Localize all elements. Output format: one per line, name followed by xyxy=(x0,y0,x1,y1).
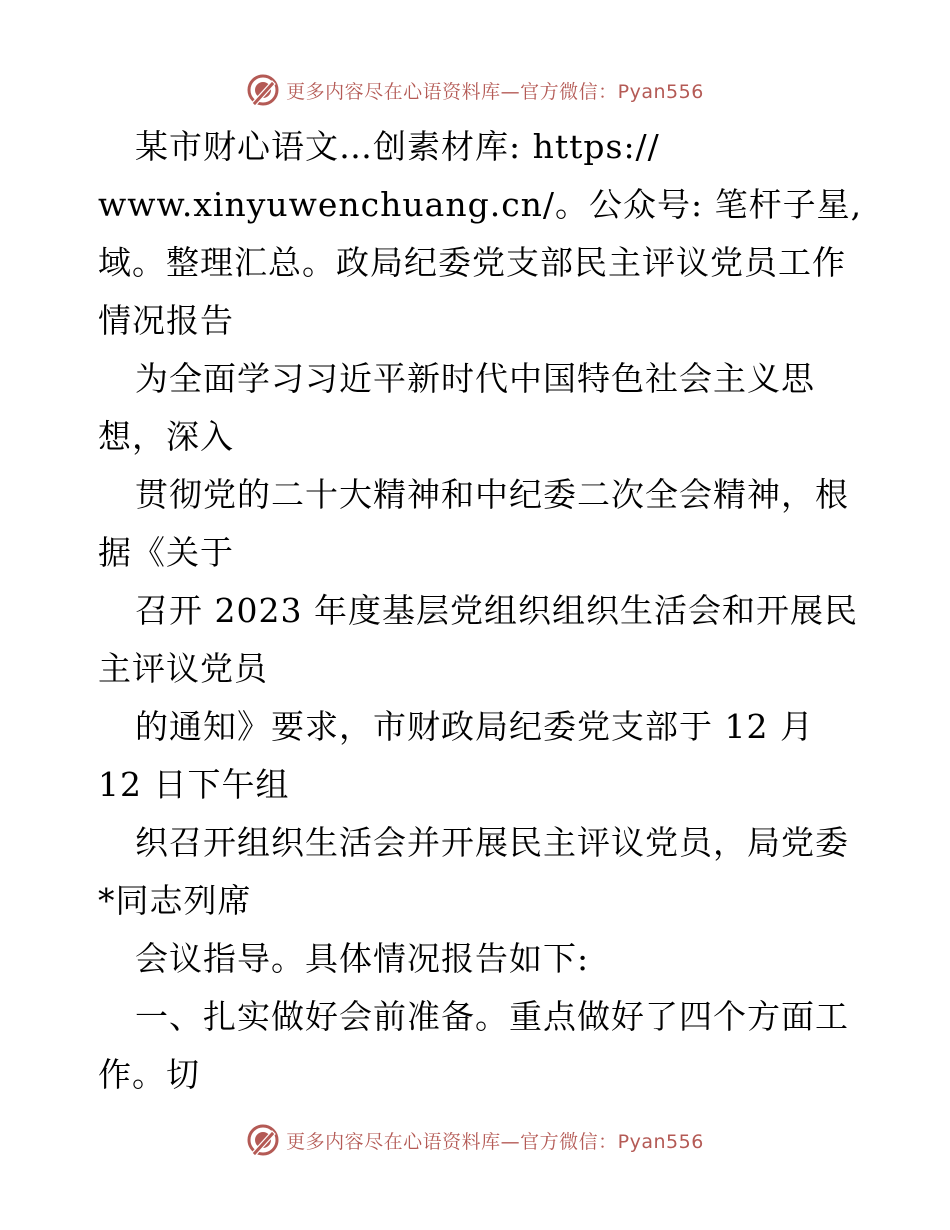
pen-seal-logo-icon xyxy=(246,73,280,107)
text-line: 的通知》要求，市财政局纪委党支部于 12 月 xyxy=(135,707,814,746)
text-line: www.xinyuwenchuang.cn/。公众号: 笔杆子星, xyxy=(98,185,863,224)
text-line: 某市财心语文…创素材库: https:// xyxy=(135,127,660,166)
text-line: 作。切 xyxy=(98,1055,200,1094)
text-line: 会议指导。具体情况报告如下: xyxy=(135,939,590,978)
banner-text: 更多内容尽在心语资料库—官方微信：Pyan556 xyxy=(286,1130,704,1153)
text-line: 12 日下午组 xyxy=(98,765,290,804)
text-line: 贯彻党的二十大精神和中纪委二次全会精神，根 xyxy=(135,475,849,514)
text-line: 召开 2023 年度基层党组织组织生活会和开展民 xyxy=(135,591,858,630)
text-line: 一、扎实做好会前准备。重点做好了四个方面工 xyxy=(135,997,849,1036)
text-line: 情况报告 xyxy=(98,301,234,340)
text-line: *同志列席 xyxy=(98,881,252,920)
text-line: 想，深入 xyxy=(98,417,234,456)
text-line: 织召开组织生活会并开展民主评议党员，局党委 xyxy=(135,823,849,862)
footer-banner xyxy=(0,1120,950,1160)
header-banner xyxy=(0,70,950,110)
banner-text: 更多内容尽在心语资料库—官方微信：Pyan556 xyxy=(286,80,704,103)
text-line: 据《关于 xyxy=(98,533,234,572)
text-line: 为全面学习习近平新时代中国特色社会主义思 xyxy=(135,359,815,398)
document-body xyxy=(98,118,863,1104)
pen-seal-logo-icon xyxy=(246,1123,280,1157)
text-line: 主评议党员 xyxy=(98,649,268,688)
text-line: 域。整理汇总。政局纪委党支部民主评议党员工作 xyxy=(98,243,846,282)
